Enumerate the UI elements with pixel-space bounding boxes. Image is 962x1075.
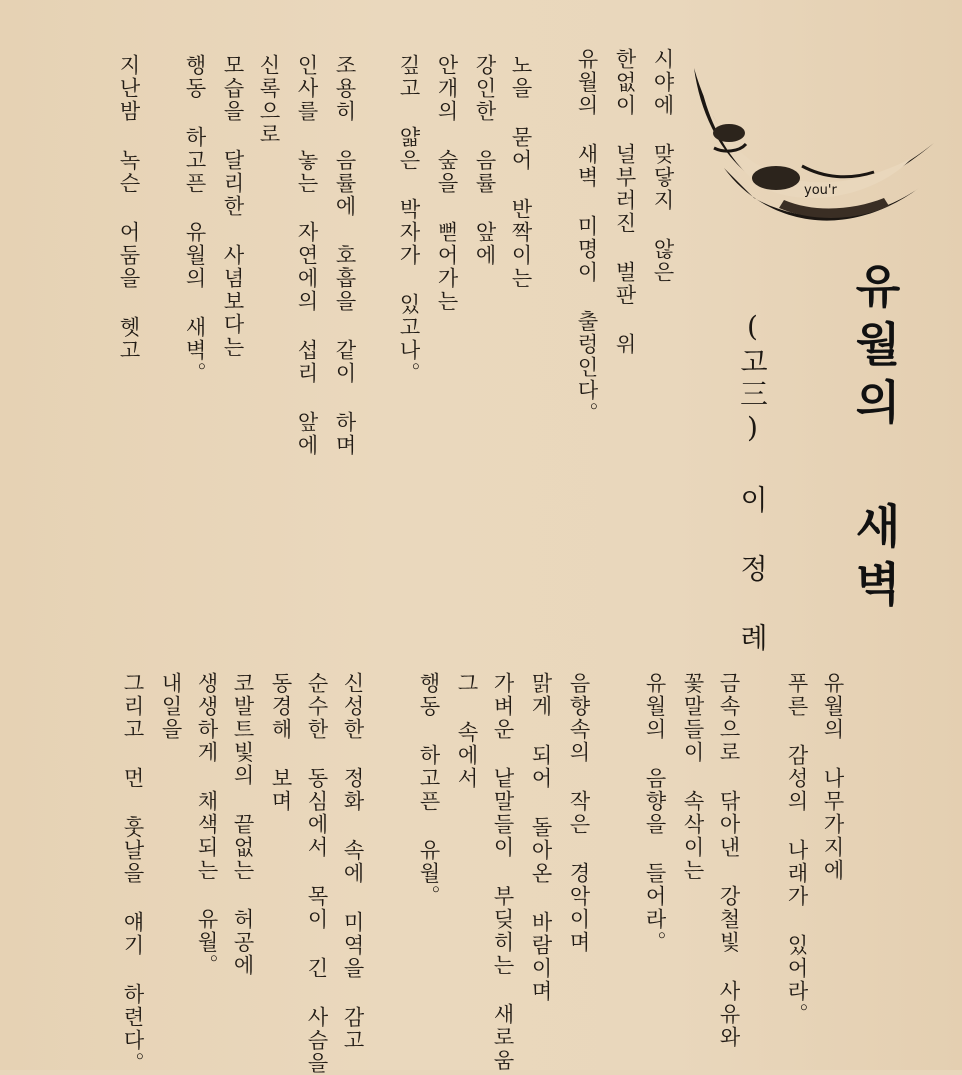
poem-author: (고三) 이 정 례	[736, 310, 769, 655]
poem-line: 생생하게 채색되는 유월。	[195, 672, 219, 977]
poem-line: 유월의 나무가지에	[821, 672, 845, 882]
poem-line: 순수한 동심에서 목이 긴 사슴을	[305, 672, 329, 1075]
poem-line: 신성한 정화 속에 미역을 감고	[341, 672, 365, 1052]
poem-line: 그리고 먼 훗날을 얘기 하련다。	[121, 672, 145, 1075]
poem-line: 가벼운 낱말들이 부딪히는 새로움	[491, 672, 515, 1072]
poem-line: 지난밤 녹슨 어둠을 헷고	[117, 54, 141, 362]
poem-line: 행동 하고픈 유월。	[417, 672, 441, 908]
emblem-signature: you'r	[804, 183, 837, 198]
poem-line: 조용히 음률에 호흡을 같이 하며	[333, 54, 357, 457]
poem-line: 동경해 보며	[269, 672, 293, 813]
poem-line: 한없이 널부러진 벌판 위	[613, 48, 637, 356]
crescent-moon-illustration	[684, 48, 939, 263]
poem-line: 인사를 놓는 자연에의 섭리 앞에	[295, 54, 319, 457]
poem-line: 그 속에서	[455, 672, 479, 790]
poem-line: 시야에 맞닿지 않은	[651, 48, 675, 284]
poem-line: 코발트빛의 끝없는 허공에	[231, 672, 255, 977]
poem-line: 푸른 감성의 나래가 있어라。	[785, 672, 809, 1026]
poem-line: 금속으로 닦아낸 강철빛 사유와	[717, 672, 741, 1049]
poem-line: 음향속의 작은 경악이며	[567, 672, 591, 954]
poem-line: 깊고 얇은 박자가 있고나。	[397, 54, 421, 385]
poem-line: 맑게 되어 돌아온 바람이며	[529, 672, 553, 1003]
poem-line: 내일을	[159, 672, 183, 741]
poem-line: 모습을 달리한 사념보다는	[221, 54, 245, 359]
poem-line: 노을 묻어 반짝이는	[509, 54, 533, 290]
poem-line: 유월의 음향을 들어라。	[643, 672, 667, 954]
poem-line: 행동 하고픈 유월의 새벽。	[183, 54, 207, 385]
poem-line: 꽃말들이 속삭이는	[681, 672, 705, 882]
poem-line: 신록으로	[257, 54, 281, 146]
poem-line: 강인한 음률 앞에	[473, 54, 497, 267]
poem-line: 안개의 숲을 뻗어가는	[435, 54, 459, 313]
poem-title: 유월의 새벽	[848, 262, 902, 618]
poem-line: 유월의 새벽 미명이 출렁인다。	[575, 48, 599, 425]
